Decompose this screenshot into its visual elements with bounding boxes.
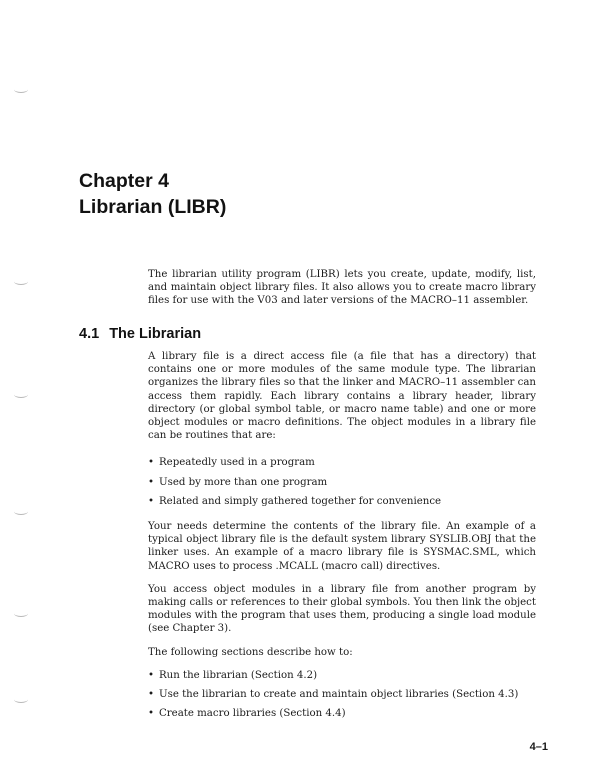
chapter-heading bbox=[79, 168, 226, 220]
section-title: The Librarian bbox=[109, 326, 202, 342]
list-item bbox=[148, 688, 536, 701]
bullet-glyph: • bbox=[148, 476, 155, 488]
list-item-text: Run the librarian (Section 4.2) bbox=[159, 669, 318, 681]
bullet-glyph: • bbox=[148, 708, 155, 720]
bullet-glyph: • bbox=[148, 495, 155, 507]
scan-mark bbox=[14, 278, 28, 285]
chapter-title: Librarian (LIBR) bbox=[79, 196, 227, 218]
paragraph-following-sections: The following sections describe how to: bbox=[148, 646, 353, 658]
bullet-glyph: • bbox=[148, 457, 155, 469]
section-number: 4.1 bbox=[79, 326, 100, 342]
paragraph-access-modules: You access object modules in a library file from another program by making calls or references to their global symbols. You then link the object modules with the program that uses them, producing a single load module (see Chapter 3). bbox=[148, 583, 536, 635]
list-item bbox=[148, 495, 536, 508]
list-item bbox=[148, 456, 536, 469]
list-item-text: Used by more than one program bbox=[159, 476, 328, 488]
paragraph-library-contents: Your needs determine the contents of the library file. An example of a typical object library file is the default system library SYSLIB.OBJ that the linker uses. An example of a macro library file is SYSMAC.SML, which MACRO uses to process .MCALL (macro call) directives. bbox=[148, 521, 536, 572]
scan-mark bbox=[14, 610, 28, 617]
bullet-glyph: • bbox=[148, 669, 155, 681]
chapter-number: Chapter 4 bbox=[79, 170, 169, 192]
routine-uses-list bbox=[148, 456, 536, 508]
section-heading bbox=[79, 325, 201, 343]
scan-mark bbox=[14, 86, 28, 93]
list-item bbox=[148, 707, 536, 720]
scan-mark bbox=[14, 391, 28, 398]
paragraph-library-file: A library file is a direct access file (a file that has a directory) that contains one or more modules of the same module type. The librarian organizes the library files so that the linker and MACRO–11 assembler can access them rapidly. Each library contains a library header, library directory (or global symbol table, or macro name table) and one or more object modules or macro definitions. The object modules in a library file can be routines that are: bbox=[148, 351, 536, 442]
list-item bbox=[148, 476, 536, 489]
page-number: 4–1 bbox=[529, 741, 548, 753]
list-item-text: Related and simply gathered together for convenience bbox=[159, 495, 442, 507]
list-item-text: Repeatedly used in a program bbox=[159, 457, 315, 469]
section-links-list bbox=[148, 669, 536, 721]
intro-paragraph: The librarian utility program (LIBR) lets you create, update, modify, list, and maintain object library files. It also allows you to create macro library files for use with the V03 and later versions of the MACRO–11 assembler. bbox=[148, 269, 536, 307]
scan-mark bbox=[14, 696, 28, 703]
bullet-glyph: • bbox=[148, 689, 155, 701]
list-item bbox=[148, 669, 536, 682]
scan-mark bbox=[14, 508, 28, 515]
list-item-text: Create macro libraries (Section 4.4) bbox=[159, 708, 346, 720]
section-body bbox=[148, 350, 536, 730]
list-item-text: Use the librarian to create and maintain object libraries (Section 4.3) bbox=[159, 689, 519, 701]
chapter-intro bbox=[148, 268, 536, 308]
